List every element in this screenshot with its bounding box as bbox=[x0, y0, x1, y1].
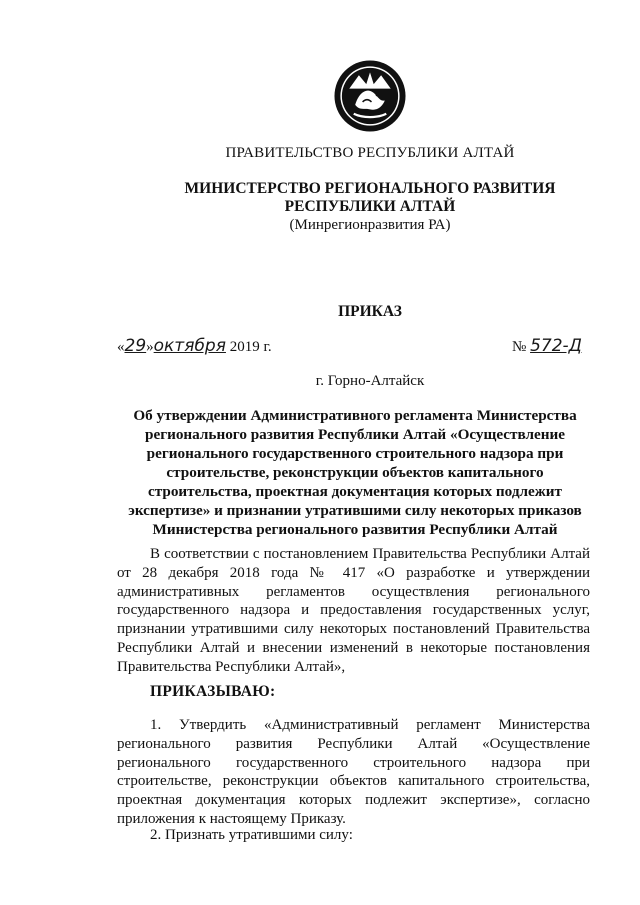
date-month: октября bbox=[153, 336, 226, 356]
order-item-2: 2. Признать утратившими силу: bbox=[150, 827, 353, 843]
date-open-quote: « bbox=[117, 339, 125, 355]
order-item-1: 1. Утвердить «Административный регламент Министерства регионального развития Республики Алтай «Осуществление регионального государственного строительного надзора при строительстве, реконструкции объектов капитального строительства, проектная документация которых подлежит экспертизе», согласно приложения к настоящему Приказу. bbox=[117, 717, 590, 827]
order-title: Об утверждении Административного регламента Министерства регионального развития Республики Алтай «Осуществление регионального государственного строительного надзора при строительстве, реконструкции объектов капитального строительства, проектная документация которых подлежит экспертизе» и признании утратившими силу некоторых приказов Министерства регионального развития Республики Алтай bbox=[128, 407, 582, 538]
date-close-quote: » bbox=[146, 339, 154, 355]
number-value: 572-Д bbox=[530, 336, 582, 356]
ministry-name-line1: МИНИСТЕРСТВО РЕГИОНАЛЬНОГО РАЗВИТИЯ bbox=[184, 180, 556, 197]
date-year: 2019 г. bbox=[229, 339, 272, 355]
government-name: ПРАВИТЕЛЬСТВО РЕСПУБЛИКИ АЛТАЙ bbox=[225, 145, 515, 161]
order-number bbox=[512, 336, 582, 356]
number-label: № bbox=[512, 339, 527, 355]
city: г. Горно-Алтайск bbox=[315, 373, 425, 389]
ministry-name-line2: РЕСПУБЛИКИ АЛТАЙ bbox=[284, 198, 456, 215]
order-heading: ПРИКАЗ bbox=[338, 303, 402, 320]
order-date bbox=[117, 336, 272, 356]
order-word: ПРИКАЗЫВАЮ: bbox=[150, 683, 276, 700]
coat-of-arms-icon bbox=[333, 59, 407, 133]
preamble-paragraph: В соответствии с постановлением Правительства Республики Алтай от 28 декабря 2018 года № 417 «О разработке и утверждении административных регламентов осуществления регионального государственного надзора и предоставления государственных услуг, признании утратившими силу некоторых постановлений Правительства Республики Алтай и внесении изменений в некоторые постановления Правительства Республики Алтай», bbox=[117, 546, 590, 675]
ministry-short-name: (Минрегионразвития РА) bbox=[289, 217, 451, 233]
date-day: 29 bbox=[124, 336, 147, 356]
